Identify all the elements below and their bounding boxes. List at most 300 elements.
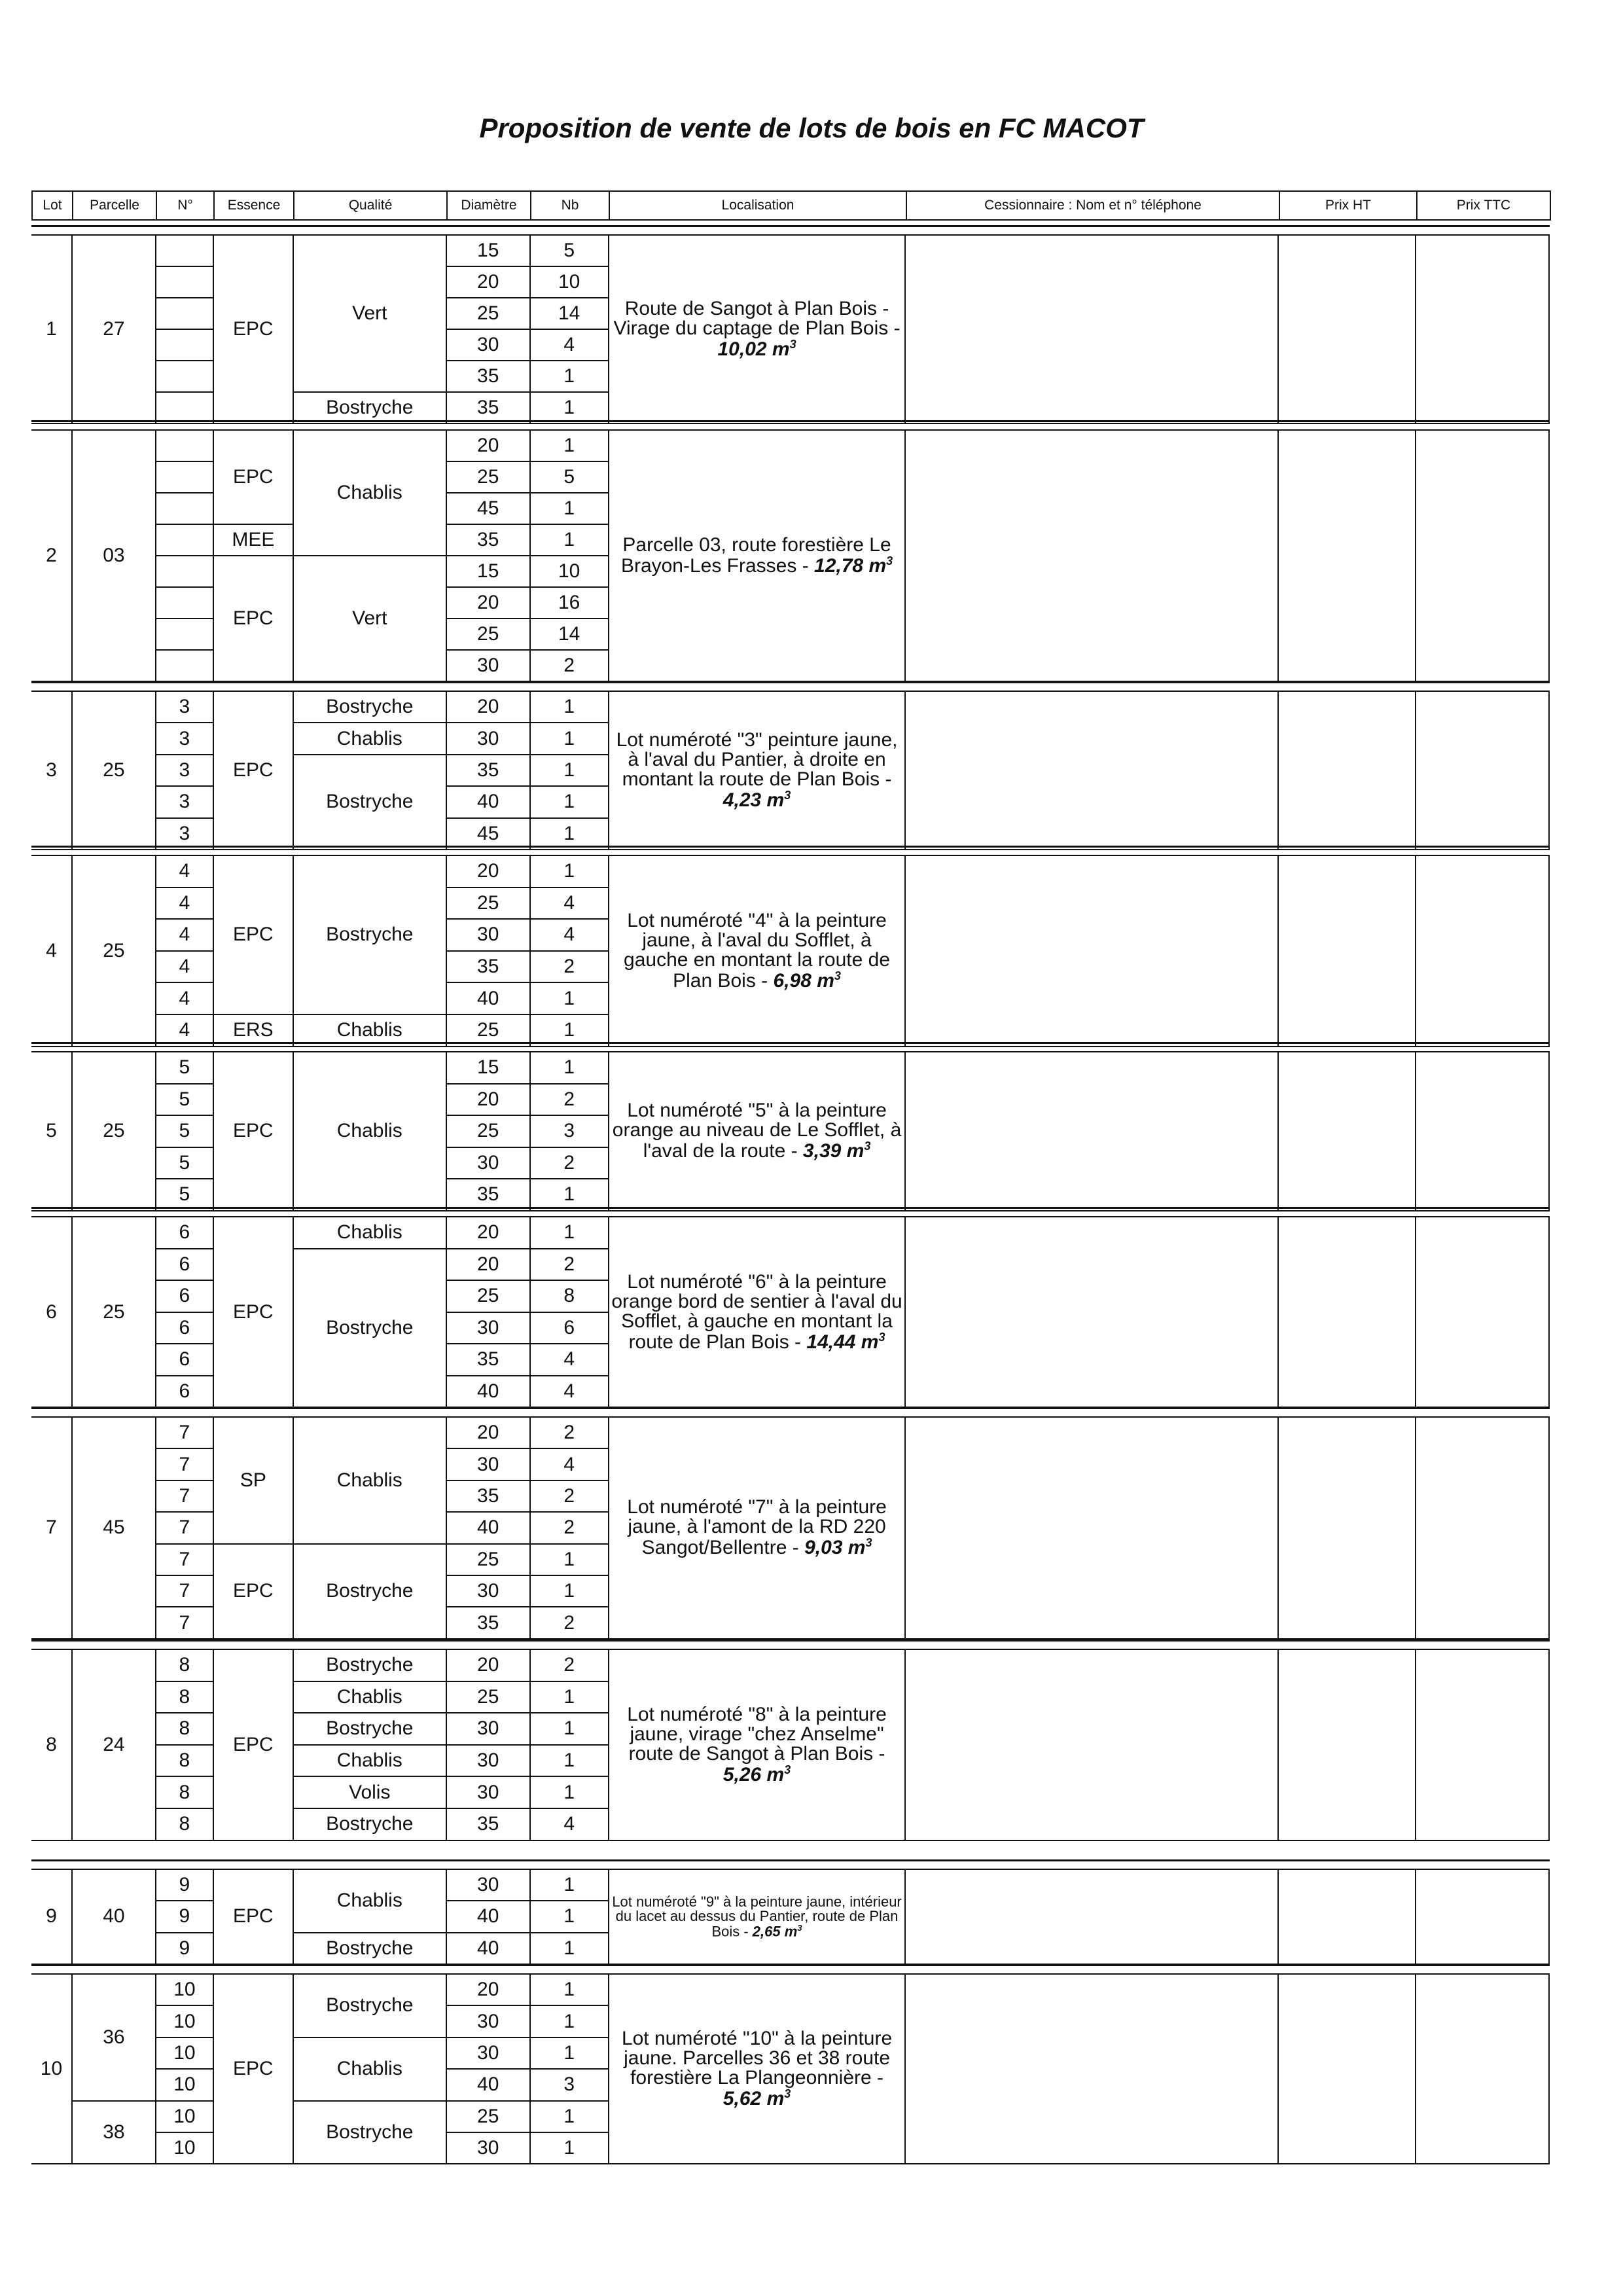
nb-cell: 1	[530, 361, 609, 392]
qualite-cell: Vert	[293, 556, 446, 681]
localisation-cell	[609, 1052, 906, 1211]
diametre-cell: 30	[446, 1448, 530, 1480]
numero-cell: 8	[156, 1776, 213, 1808]
numero-cell: 5	[156, 1147, 213, 1179]
nb-cell: 1	[530, 755, 609, 786]
localisation-text: Route de Sangot à Plan Bois - Virage du captage de Plan Bois -	[613, 298, 901, 339]
numero-cell	[156, 619, 213, 650]
diametre-cell: 45	[446, 493, 530, 524]
cube-exponent: 3	[784, 788, 791, 802]
parcelle-cell: 38	[72, 2101, 156, 2164]
lot-block	[31, 1973, 1550, 2163]
prix-ttc-cell	[1416, 855, 1549, 1047]
lot-block	[31, 1649, 1550, 1840]
nb-cell: 1	[530, 691, 609, 723]
numero-cell	[156, 430, 213, 461]
diametre-cell: 30	[446, 650, 530, 681]
numero-cell: 5	[156, 1052, 213, 1084]
diametre-cell: 35	[446, 755, 530, 786]
localisation-text: Lot numéroté "8" à la peinture jaune, virage "chez Anselme" route de Sangot à Plan Bois -	[627, 1703, 887, 1765]
numero-cell	[156, 587, 213, 619]
qualite-cell: Chablis	[293, 723, 446, 754]
diametre-cell: 30	[446, 2132, 530, 2164]
diametre-cell: 30	[446, 1745, 530, 1777]
diametre-cell: 30	[446, 919, 530, 951]
diametre-cell: 40	[446, 786, 530, 817]
numero-cell: 8	[156, 1713, 213, 1745]
nb-cell: 1	[530, 2005, 609, 2037]
numero-cell: 7	[156, 1607, 213, 1638]
numero-cell: 7	[156, 1544, 213, 1575]
qualite-cell: Chablis	[293, 1014, 446, 1047]
numero-cell: 6	[156, 1344, 213, 1376]
localisation-cell	[609, 235, 906, 423]
nb-cell: 1	[530, 1575, 609, 1607]
nb-cell: 1	[530, 430, 609, 461]
nb-cell: 4	[530, 329, 609, 361]
diametre-cell: 25	[446, 298, 530, 329]
nb-cell: 1	[530, 1745, 609, 1777]
qualite-cell: Chablis	[293, 1869, 446, 1933]
numero-cell: 5	[156, 1084, 213, 1116]
parcelle-cell: 36	[72, 1974, 156, 2101]
parcelle-cell: 25	[72, 691, 156, 850]
lot-block	[31, 855, 1550, 1046]
diametre-cell: 40	[446, 1933, 530, 1964]
diametre-cell: 30	[446, 2037, 530, 2069]
diametre-cell: 20	[446, 1417, 530, 1448]
cube-exponent: 3	[878, 1330, 885, 1344]
prix-ht-cell	[1278, 691, 1416, 850]
nb-cell: 2	[530, 1480, 609, 1512]
diametre-cell: 40	[446, 2069, 530, 2100]
header-cell: Essence	[214, 191, 294, 220]
localisation-text: Parcelle 03, route forestière Le Brayon-Les Frasses -	[620, 534, 891, 577]
table-row	[31, 1417, 1549, 1448]
qualite-cell: Bostryche	[293, 392, 446, 423]
diametre-cell: 25	[446, 619, 530, 650]
table-row	[31, 235, 1549, 266]
numero-cell: 8	[156, 1808, 213, 1840]
prix-ttc-cell	[1416, 1417, 1549, 1639]
localisation-cell	[609, 1417, 906, 1639]
nb-cell: 2	[530, 650, 609, 681]
localisation-text: Lot numéroté "5" à la peinture orange au niveau de Le Sofflet, à l'aval de la route -	[612, 1100, 902, 1162]
localisation-cell	[609, 1649, 906, 1840]
lot-number: 1	[31, 235, 72, 423]
nb-cell: 1	[530, 2132, 609, 2164]
qualite-cell: Chablis	[293, 1052, 446, 1211]
nb-cell: 1	[530, 1014, 609, 1047]
qualite-cell: Bostryche	[293, 1974, 446, 2037]
volume-text: 4,23 m	[722, 789, 785, 811]
numero-cell: 7	[156, 1512, 213, 1543]
lot-number: 2	[31, 430, 72, 681]
prix-ht-cell	[1278, 1974, 1416, 2164]
diametre-cell: 30	[446, 2005, 530, 2037]
diametre-cell: 35	[446, 524, 530, 556]
essence-cell: EPC	[213, 1217, 293, 1407]
cube-exponent: 3	[865, 1536, 872, 1550]
lot-block	[31, 1416, 1550, 1638]
numero-cell: 6	[156, 1312, 213, 1344]
cube-exponent: 3	[784, 1763, 791, 1776]
numero-cell: 4	[156, 982, 213, 1014]
prix-ht-cell	[1278, 235, 1416, 423]
prix-ttc-cell	[1416, 1974, 1549, 2164]
nb-cell: 1	[530, 982, 609, 1014]
cessionnaire-cell	[905, 1217, 1278, 1407]
nb-cell: 6	[530, 1312, 609, 1344]
diametre-cell: 20	[446, 266, 530, 298]
numero-cell: 7	[156, 1575, 213, 1607]
parcelle-cell: 45	[72, 1417, 156, 1639]
nb-cell: 10	[530, 556, 609, 587]
numero-cell	[156, 235, 213, 266]
table-row	[31, 1217, 1549, 1249]
numero-cell: 8	[156, 1745, 213, 1777]
numero-cell: 3	[156, 786, 213, 817]
parcelle-cell: 27	[72, 235, 156, 423]
essence-cell: SP	[213, 1417, 293, 1544]
numero-cell	[156, 361, 213, 392]
table-row	[31, 1052, 1549, 1084]
numero-cell	[156, 650, 213, 681]
localisation-cell	[609, 1217, 906, 1407]
nb-cell: 2	[530, 1084, 609, 1116]
cessionnaire-cell	[905, 430, 1278, 681]
prix-ttc-cell	[1416, 1217, 1549, 1407]
header-cell: Qualité	[294, 191, 447, 220]
nb-cell: 1	[530, 1869, 609, 1901]
nb-cell: 2	[530, 1249, 609, 1281]
qualite-cell: Bostryche	[293, 755, 446, 850]
numero-cell: 10	[156, 2005, 213, 2037]
nb-cell: 1	[530, 2101, 609, 2132]
prix-ht-cell	[1278, 430, 1416, 681]
localisation-cell	[609, 1869, 906, 1964]
numero-cell: 6	[156, 1249, 213, 1281]
essence-cell: EPC	[213, 1649, 293, 1840]
prix-ht-cell	[1278, 855, 1416, 1047]
volume-text: 6,98 m	[773, 969, 834, 992]
numero-cell	[156, 392, 213, 423]
cube-exponent: 3	[797, 1922, 802, 1933]
essence-cell: EPC	[213, 855, 293, 1014]
localisation-cell	[609, 855, 906, 1047]
nb-cell: 1	[530, 524, 609, 556]
diametre-cell: 30	[446, 1147, 530, 1179]
numero-cell: 3	[156, 691, 213, 723]
diametre-cell: 35	[446, 1179, 530, 1211]
essence-cell: EPC	[213, 556, 293, 681]
numero-cell: 10	[156, 2069, 213, 2100]
essence-cell: ERS	[213, 1014, 293, 1047]
table-header	[31, 190, 1551, 221]
numero-cell: 7	[156, 1480, 213, 1512]
lot-number: 5	[31, 1052, 72, 1211]
table-row	[31, 1974, 1549, 2005]
diametre-cell: 25	[446, 1014, 530, 1047]
nb-cell: 3	[530, 1115, 609, 1147]
nb-cell: 4	[530, 1448, 609, 1480]
numero-cell: 7	[156, 1417, 213, 1448]
volume-text: 9,03 m	[804, 1537, 866, 1559]
cessionnaire-cell	[905, 1869, 1278, 1964]
diametre-cell: 35	[446, 1808, 530, 1840]
cube-exponent: 3	[886, 554, 893, 567]
diametre-cell: 40	[446, 1901, 530, 1932]
diametre-cell: 20	[446, 1217, 530, 1249]
nb-cell: 14	[530, 298, 609, 329]
qualite-cell: Chablis	[293, 1681, 446, 1713]
diametre-cell: 30	[446, 1312, 530, 1344]
qualite-cell: Chablis	[293, 430, 446, 556]
qualite-cell: Bostryche	[293, 1933, 446, 1964]
diametre-cell: 15	[446, 556, 530, 587]
essence-cell: EPC	[213, 430, 293, 524]
qualite-cell: Chablis	[293, 1217, 446, 1249]
essence-cell: EPC	[213, 1974, 293, 2164]
numero-cell: 4	[156, 951, 213, 983]
nb-cell: 5	[530, 235, 609, 266]
diametre-cell: 40	[446, 982, 530, 1014]
parcelle-cell: 25	[72, 1052, 156, 1211]
numero-cell: 9	[156, 1869, 213, 1901]
nb-cell: 5	[530, 461, 609, 493]
numero-cell: 8	[156, 1649, 213, 1681]
nb-cell: 1	[530, 855, 609, 888]
volume-text: 5,62 m	[722, 2088, 785, 2110]
diametre-cell: 20	[446, 1649, 530, 1681]
lot-block	[31, 234, 1550, 423]
header-cell: Lot	[32, 191, 73, 220]
nb-cell: 1	[530, 1776, 609, 1808]
nb-cell: 2	[530, 1512, 609, 1543]
diametre-cell: 25	[446, 2101, 530, 2132]
header-cell: Prix TTC	[1417, 191, 1550, 220]
diametre-cell: 25	[446, 888, 530, 920]
lot-number: 10	[31, 1974, 72, 2164]
nb-cell: 4	[530, 1808, 609, 1840]
numero-cell: 10	[156, 2037, 213, 2069]
qualite-cell: Chablis	[293, 1417, 446, 1544]
localisation-cell	[609, 1974, 906, 2164]
localisation-cell	[609, 430, 906, 681]
header-cell: Nb	[531, 191, 609, 220]
numero-cell: 6	[156, 1217, 213, 1249]
qualite-cell: Vert	[293, 235, 446, 392]
cessionnaire-cell	[905, 235, 1278, 423]
diametre-cell: 30	[446, 723, 530, 754]
parcelle-cell: 40	[72, 1869, 156, 1964]
qualite-cell: Bostryche	[293, 855, 446, 1014]
lot-number: 8	[31, 1649, 72, 1840]
diametre-cell: 20	[446, 430, 530, 461]
numero-cell: 3	[156, 755, 213, 786]
numero-cell	[156, 461, 213, 493]
lot-block	[31, 1051, 1550, 1210]
diametre-cell: 30	[446, 1869, 530, 1901]
numero-cell: 4	[156, 1014, 213, 1047]
diametre-cell: 20	[446, 1084, 530, 1116]
diametre-cell: 40	[446, 1376, 530, 1408]
diametre-cell: 30	[446, 329, 530, 361]
diametre-cell: 40	[446, 1512, 530, 1543]
volume-text: 2,65 m	[752, 1923, 798, 1940]
diametre-cell: 35	[446, 1607, 530, 1638]
nb-cell: 8	[530, 1280, 609, 1312]
parcelle-cell: 25	[72, 855, 156, 1047]
header-cell: N°	[156, 191, 214, 220]
localisation-text: Lot numéroté "7" à la peinture jaune, à l'amont de la RD 220 Sangot/Bellentre -	[627, 1496, 887, 1559]
diametre-cell: 25	[446, 1280, 530, 1312]
diametre-cell: 15	[446, 235, 530, 266]
numero-cell: 5	[156, 1115, 213, 1147]
nb-cell: 1	[530, 392, 609, 423]
cube-exponent: 3	[789, 338, 796, 351]
numero-cell: 10	[156, 2101, 213, 2132]
qualite-cell: Bostryche	[293, 1649, 446, 1681]
nb-cell: 1	[530, 723, 609, 754]
numero-cell: 9	[156, 1901, 213, 1932]
table-row	[31, 430, 1549, 461]
nb-cell: 1	[530, 1901, 609, 1932]
header-cell: Diamètre	[447, 191, 531, 220]
qualite-cell: Chablis	[293, 1745, 446, 1777]
prix-ttc-cell	[1416, 691, 1549, 850]
diametre-cell: 35	[446, 1344, 530, 1376]
qualite-cell: Bostryche	[293, 2101, 446, 2164]
nb-cell: 14	[530, 619, 609, 650]
cessionnaire-cell	[905, 1417, 1278, 1639]
prix-ttc-cell	[1416, 1869, 1549, 1964]
qualite-cell: Bostryche	[293, 691, 446, 723]
nb-cell: 1	[530, 1681, 609, 1713]
numero-cell: 4	[156, 888, 213, 920]
nb-cell: 2	[530, 1417, 609, 1448]
volume-text: 12,78 m	[814, 555, 887, 577]
lot-number: 4	[31, 855, 72, 1047]
numero-cell: 10	[156, 2132, 213, 2164]
volume-text: 5,26 m	[722, 1763, 785, 1785]
diametre-cell: 20	[446, 1974, 530, 2005]
lot-number: 7	[31, 1417, 72, 1639]
prix-ttc-cell	[1416, 1052, 1549, 1211]
nb-cell: 2	[530, 951, 609, 983]
numero-cell	[156, 329, 213, 361]
localisation-text: Lot numéroté "4" à la peinture jaune, à l'aval du Sofflet, à gauche en montant la route de Plan Bois -	[624, 909, 891, 992]
cessionnaire-cell	[905, 855, 1278, 1047]
lot-number: 9	[31, 1869, 72, 1964]
nb-cell: 4	[530, 1344, 609, 1376]
nb-cell: 1	[530, 1179, 609, 1211]
numero-cell: 4	[156, 855, 213, 888]
diametre-cell: 30	[446, 1575, 530, 1607]
cube-exponent: 3	[864, 1139, 871, 1153]
nb-cell: 1	[530, 818, 609, 850]
nb-cell: 4	[530, 888, 609, 920]
cube-exponent: 3	[784, 2087, 791, 2101]
diametre-cell: 30	[446, 1776, 530, 1808]
nb-cell: 1	[530, 493, 609, 524]
diametre-cell: 30	[446, 1713, 530, 1745]
qualite-cell: Bostryche	[293, 1544, 446, 1639]
nb-cell: 2	[530, 1147, 609, 1179]
prix-ht-cell	[1278, 1217, 1416, 1407]
diametre-cell: 20	[446, 855, 530, 888]
diametre-cell: 20	[446, 587, 530, 619]
nb-cell: 1	[530, 786, 609, 817]
table-row	[31, 855, 1549, 888]
diametre-cell: 35	[446, 951, 530, 983]
localisation-text: Lot numéroté "6" à la peinture orange bord de sentier à l'aval du Sofflet, à gauche en montant la route de Plan Bois -	[611, 1270, 902, 1353]
numero-cell	[156, 298, 213, 329]
nb-cell: 1	[530, 1933, 609, 1964]
localisation-text: Lot numéroté "9" à la peinture jaune, intérieur du lacet au dessus du Pantier, route de Plan Bois -	[612, 1893, 902, 1940]
cessionnaire-cell	[905, 1649, 1278, 1840]
prix-ht-cell	[1278, 1052, 1416, 1211]
qualite-cell: Bostryche	[293, 1249, 446, 1408]
qualite-cell: Bostryche	[293, 1808, 446, 1840]
numero-cell: 3	[156, 723, 213, 754]
numero-cell: 4	[156, 919, 213, 951]
lot-block	[31, 1216, 1550, 1407]
numero-cell: 7	[156, 1448, 213, 1480]
qualite-cell: Chablis	[293, 2037, 446, 2101]
lot-number: 3	[31, 691, 72, 850]
nb-cell: 1	[530, 2037, 609, 2069]
essence-cell: EPC	[213, 235, 293, 423]
diametre-cell: 45	[446, 818, 530, 850]
numero-cell	[156, 556, 213, 587]
essence-cell: EPC	[213, 1869, 293, 1964]
table-row	[31, 1869, 1549, 1901]
lot-number: 6	[31, 1217, 72, 1407]
localisation-text: Lot numéroté "3" peinture jaune, à l'aval du Pantier, à droite en montant la route de Plan Bois -	[616, 728, 898, 790]
diametre-cell: 35	[446, 1480, 530, 1512]
volume-text: 3,39 m	[802, 1140, 865, 1162]
qualite-cell: Bostryche	[293, 1713, 446, 1745]
numero-cell	[156, 524, 213, 556]
qualite-cell: Volis	[293, 1776, 446, 1808]
nb-cell: 1	[530, 1544, 609, 1575]
header-row	[32, 191, 1550, 220]
lot-block	[31, 691, 1550, 849]
diametre-cell: 15	[446, 1052, 530, 1084]
prix-ht-cell	[1278, 1417, 1416, 1639]
nb-cell: 3	[530, 2069, 609, 2100]
cessionnaire-cell	[905, 1052, 1278, 1211]
numero-cell	[156, 493, 213, 524]
diametre-cell: 25	[446, 1681, 530, 1713]
lot-block	[31, 429, 1550, 681]
prix-ttc-cell	[1416, 430, 1549, 681]
numero-cell: 6	[156, 1376, 213, 1408]
prix-ht-cell	[1278, 1869, 1416, 1964]
essence-cell: MEE	[213, 524, 293, 556]
nb-cell: 4	[530, 919, 609, 951]
page-title: Proposition de vente de lots de bois en FC MACOT	[479, 113, 1144, 143]
nb-cell: 10	[530, 266, 609, 298]
parcelle-cell: 03	[72, 430, 156, 681]
table-row	[31, 1649, 1549, 1681]
diametre-cell: 20	[446, 1249, 530, 1281]
nb-cell: 4	[530, 1376, 609, 1408]
numero-cell	[156, 266, 213, 298]
parcelle-cell: 25	[72, 1217, 156, 1407]
nb-cell: 1	[530, 1052, 609, 1084]
